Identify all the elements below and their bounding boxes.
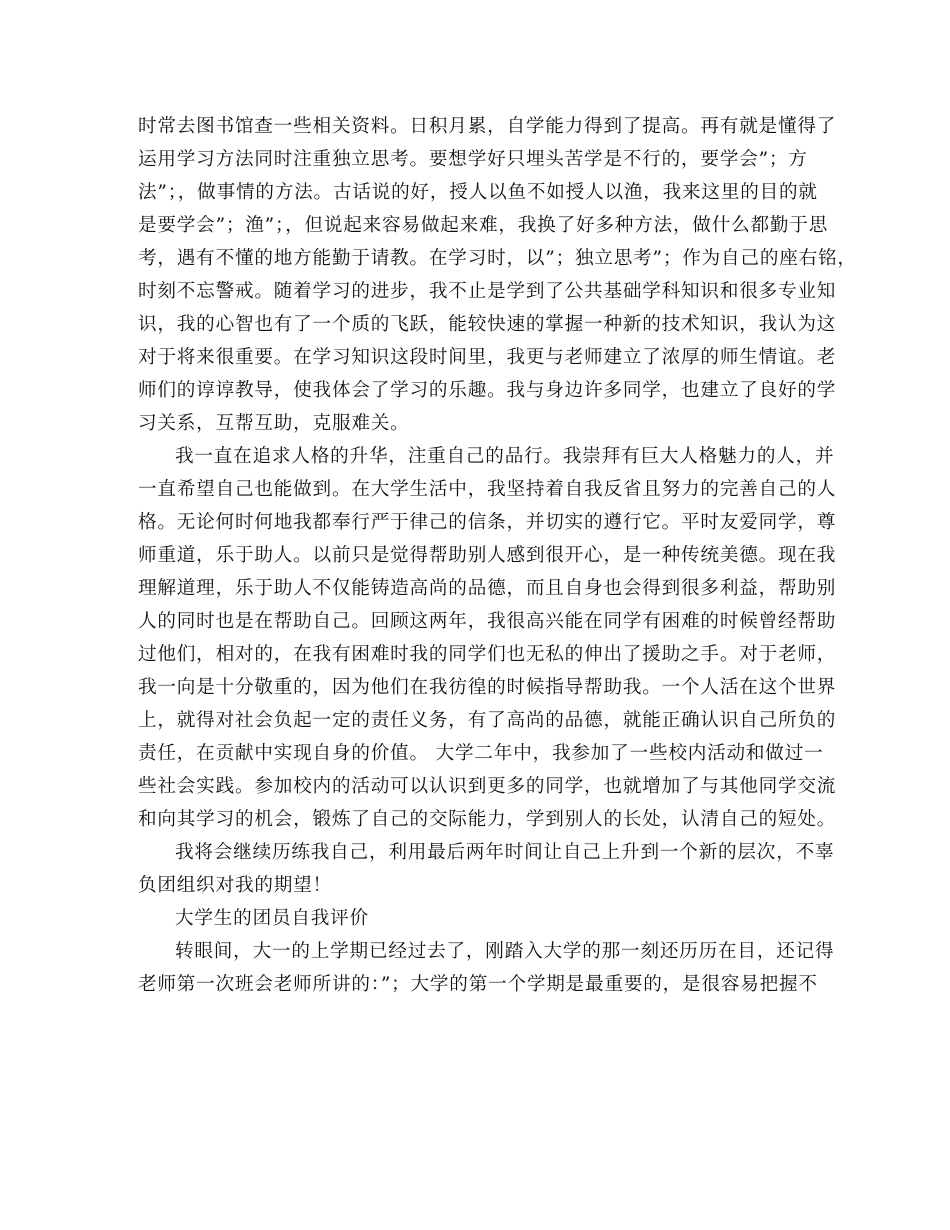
text-line: 对于将来很重要。在学习知识这段时间里，我更与老师建立了浓厚的师生情谊。老 (138, 347, 837, 368)
body-text (138, 110, 857, 1001)
text-line: 些社会实践。参加校内的活动可以认识到更多的同学，也就增加了与其他同学交流 (138, 776, 837, 797)
text-line: 老师第一次班会老师所讲的：”；大学的第一个学期是最重要的，是很容易把握不 (138, 974, 818, 995)
text-line: 和向其学习的机会，锻炼了自己的交际能力，学到别人的长处，认清自己的短处。 (138, 809, 837, 830)
text-line: 法”；，做事情的方法。古话说的好，授人以鱼不如授人以渔，我来这里的目的就 (138, 182, 818, 203)
text-line: 我将会继续历练我自己，利用最后两年时间让自己上升到一个新的层次，不辜 (175, 842, 835, 863)
text-line: 格。无论何时何地我都奉行严于律己的信条，并切实的遵行它。平时友爱同学，尊 (138, 512, 837, 533)
text-line: 时常去图书馆查一些相关资料。日积月累，自学能力得到了提高。再有就是懂得了 (138, 116, 837, 137)
text-line: 理解道理，乐于助人不仅能铸造高尚的品德，而且自身也会得到很多利益，帮助别 (138, 578, 837, 599)
text-line: 识，我的心智也有了一个质的飞跃，能较快速的掌握一种新的技术知识，我认为这 (138, 314, 837, 335)
text-line: 上，就得对社会负起一定的责任义务，有了高尚的品德，就能正确认识自己所负的 (138, 710, 837, 731)
text-line: 我一直在追求人格的升华，注重自己的品行。我崇拜有巨大人格魅力的人，并 (175, 446, 835, 467)
text-line: 习关系，互帮互助，克服难关。 (138, 413, 410, 434)
text-line: 师重道，乐于助人。以前只是觉得帮助别人感到很开心，是一种传统美德。现在我 (138, 545, 837, 566)
text-line: 负团组织对我的期望！ (138, 875, 332, 896)
text-line: 人的同时也是在帮助自己。回顾这两年，我很高兴能在同学有困难的时候曾经帮助 (138, 611, 837, 632)
text-line: 责任，在贡献中实现自身的价值。 大学二年中，我参加了一些校内活动和做过一 (138, 743, 824, 764)
text-line: 时刻不忘警戒。随着学习的进步，我不止是学到了公共基础学科知识和很多专业知 (138, 281, 837, 302)
text-line: 师们的谆谆教导，使我体会了学习的乐趣。我与身边许多同学，也建立了良好的学 (138, 380, 837, 401)
text-line: 我一向是十分敬重的，因为他们在我彷徨的时候指导帮助我。一个人活在这个世界 (138, 677, 837, 698)
text-line: 考，遇有不懂的地方能勤于请教。在学习时，以”；独立思考”；作为自己的座右铭， (138, 248, 857, 269)
text-line: 转眼间，大一的上学期已经过去了，刚踏入大学的那一刻还历历在目，还记得 (175, 941, 835, 962)
text-line: 过他们，相对的，在我有困难时我的同学们也无私的伸出了援助之手。对于老师， (138, 644, 837, 665)
text-line: 运用学习方法同时注重独立思考。要想学好只埋头苦学是不行的，要学会”；方 (138, 149, 808, 170)
text-line: 是要学会”；渔”；，但说起来容易做起来难，我换了好多种方法，做什么都勤于思 (138, 215, 829, 236)
text-line: 大学生的团员自我评价 (175, 908, 369, 929)
text-line: 一直希望自己也能做到。在大学生活中，我坚持着自我反省且努力的完善自己的人 (138, 479, 837, 500)
